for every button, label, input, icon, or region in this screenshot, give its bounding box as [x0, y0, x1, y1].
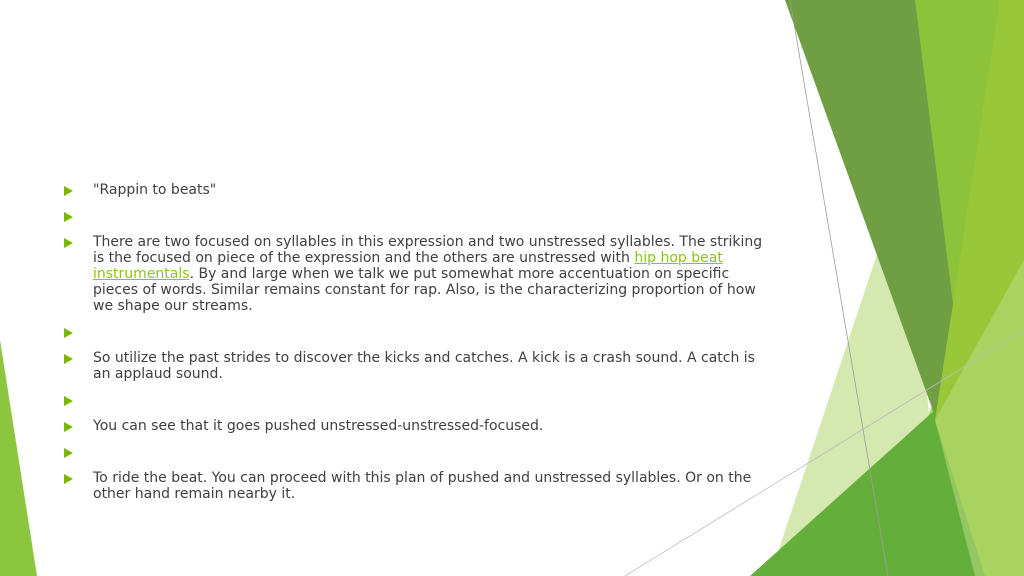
bullet-item [64, 208, 776, 224]
bullet-text: So utilize the past strides to discover the kicks and catches. A kick is a crash sound. A catch is an applaud sound. [93, 350, 755, 382]
bullet-item [64, 418, 776, 434]
bullet-item [64, 444, 776, 460]
bullet-arrow-icon [64, 212, 73, 222]
bullet-arrow-icon [64, 474, 73, 484]
bullet-item [64, 324, 776, 340]
hip-hop-instrumentals-link[interactable]: hip hop beat instrumentals [93, 250, 723, 282]
bullet-text: To ride the beat. You can proceed with this plan of pushed and unstressed syllables. Or on the other hand remain nearby it. [93, 470, 752, 502]
bullet-item [64, 350, 776, 382]
slide-bullet-list [64, 182, 776, 512]
bullet-text: "Rappin to beats" [93, 182, 217, 198]
bullet-item [64, 182, 776, 198]
bullet-arrow-icon [64, 328, 73, 338]
bullet-item [64, 392, 776, 408]
bullet-arrow-icon [64, 238, 73, 248]
bullet-item [64, 470, 776, 502]
bullet-arrow-icon [64, 422, 73, 432]
bullet-arrow-icon [64, 448, 73, 458]
bullet-text: You can see that it goes pushed unstressed-unstressed-focused. [93, 418, 544, 434]
bullet-text-after-link: . By and large when we talk we put somewhat more accentuation on specific pieces of words. Similar remains constant for rap. Also, is the characterizing proportion of how we shape our streams. [93, 266, 756, 314]
bullet-text-before-link: There are two focused on syllables in this expression and two unstressed syllables. The striking is the focused on piece of the expression and the others are unstressed with [93, 234, 763, 266]
bullet-arrow-icon [64, 186, 73, 196]
bullet-arrow-icon [64, 396, 73, 406]
bullet-arrow-icon [64, 354, 73, 364]
deco-shape-left-edge [0, 340, 37, 576]
bullet-item [64, 234, 776, 314]
